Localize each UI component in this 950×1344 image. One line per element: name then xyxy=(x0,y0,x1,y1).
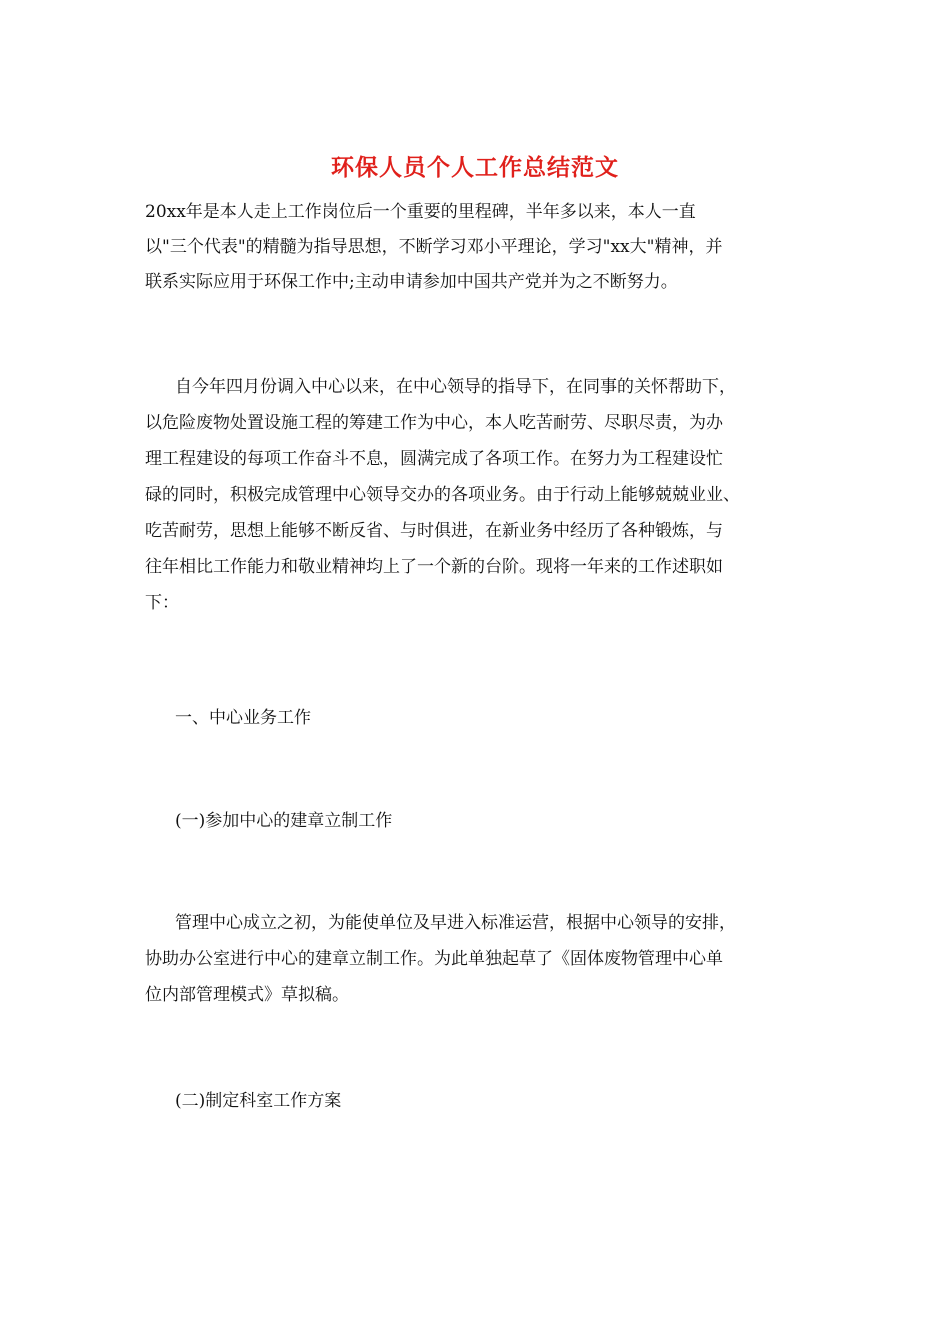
body-line: 下： xyxy=(145,593,179,613)
section-heading: 一、中心业务工作 xyxy=(175,708,311,728)
intro-line: 联系实际应用于环保工作中;主动申请参加中国共产党并为之不断努力。 xyxy=(145,272,678,292)
document-title: 环保人员个人工作总结范文 xyxy=(331,154,619,181)
subsection-heading: (二)制定科室工作方案 xyxy=(175,1091,342,1111)
intro-line: 以"三个代表"的精髓为指导思想，不断学习邓小平理论，学习"xx大"精神，并 xyxy=(145,237,723,257)
intro-line: 20xx年是本人走上工作岗位后一个重要的里程碑，半年多以来，本人一直 xyxy=(145,202,696,222)
body-line: 管理中心成立之初，为能使单位及早进入标准运营，根据中心领导的安排， xyxy=(175,913,736,933)
body-line: 吃苦耐劳，思想上能够不断反省、与时俱进，在新业务中经历了各种锻炼，与 xyxy=(145,521,723,541)
subsection-heading: (一)参加中心的建章立制工作 xyxy=(175,811,393,831)
body-line: 以危险废物处置设施工程的筹建工作为中心，本人吃苦耐劳、尽职尽责，为办 xyxy=(145,413,723,433)
body-line: 自今年四月份调入中心以来，在中心领导的指导下，在同事的关怀帮助下， xyxy=(175,377,736,397)
body-line: 理工程建设的每项工作奋斗不息，圆满完成了各项工作。在努力为工程建设忙 xyxy=(145,449,723,469)
body-line: 位内部管理模式》草拟稿。 xyxy=(145,985,349,1005)
body-line: 往年相比工作能力和敬业精神均上了一个新的台阶。现将一年来的工作述职如 xyxy=(145,557,723,577)
body-line: 碌的同时，积极完成管理中心领导交办的各项业务。由于行动上能够兢兢业业、 xyxy=(145,485,740,505)
body-line: 协助办公室进行中心的建章立制工作。为此单独起草了《固体废物管理中心单 xyxy=(145,949,723,969)
